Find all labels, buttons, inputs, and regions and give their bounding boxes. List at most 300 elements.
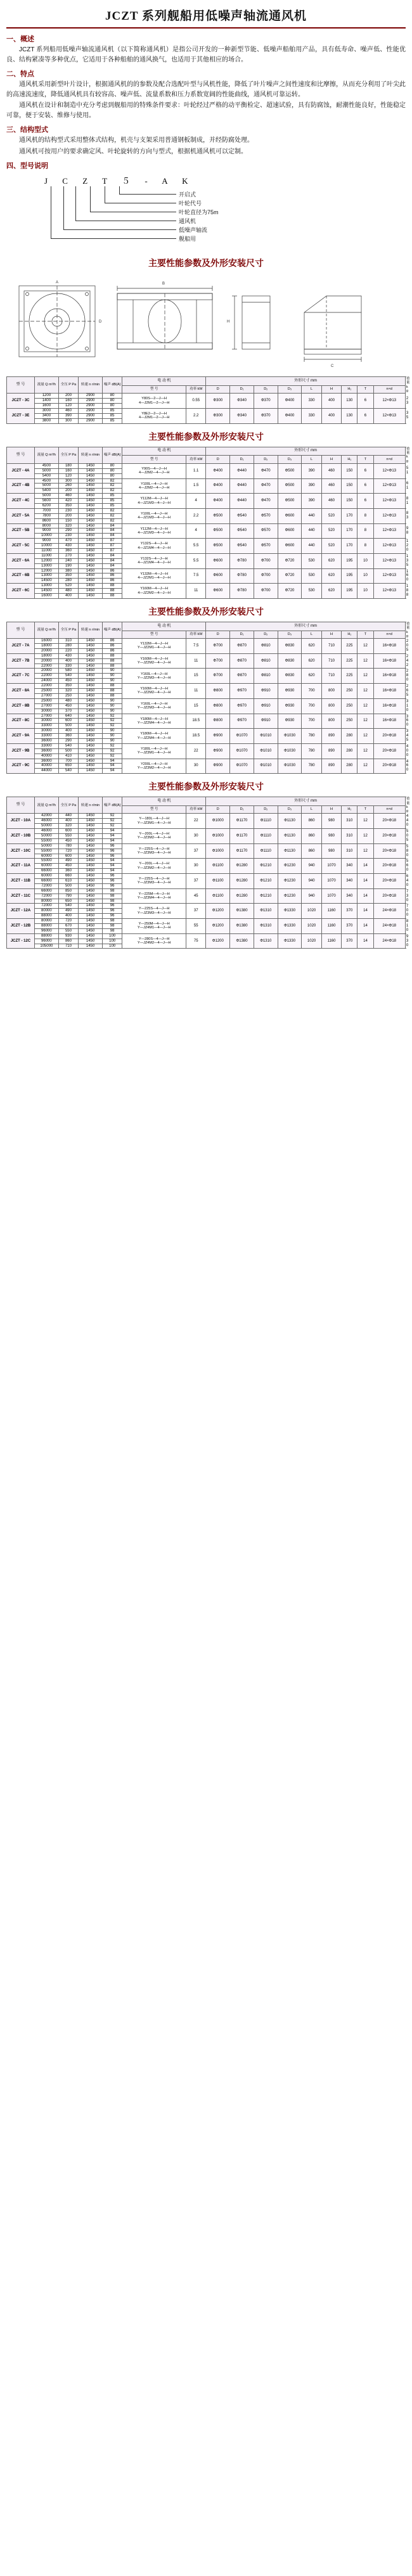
cell-dim-8: 24×Φ18 — [373, 919, 405, 934]
cell-model: JCZT - 12B — [7, 919, 35, 934]
page-title: JCZT 系列舰船用低噪声轴流通风机 — [105, 10, 307, 23]
cell-noise: 90 — [102, 708, 122, 714]
cell-speed: 1450 — [79, 568, 103, 574]
cell-press: 290 — [58, 529, 78, 534]
cell-speed: 1450 — [79, 933, 103, 939]
cell-dim-0: Φ900 — [206, 743, 230, 759]
cell-flow: 25000 — [35, 689, 59, 694]
cell-press: 930 — [58, 933, 78, 939]
cell-dim-6: 195 — [342, 553, 357, 568]
cell-model: JCZT - 6B — [7, 568, 35, 584]
cell-dim-7: 12 — [357, 714, 373, 729]
cell-press: 540 — [58, 904, 78, 909]
table-row — [7, 584, 406, 589]
spec-section-title-4: 主要性能参数及外形安装尺寸 — [148, 783, 264, 793]
cell-flow: 9000 — [35, 539, 59, 544]
cell-dim-4: 1020 — [302, 919, 321, 934]
cell-dim-7: 12 — [357, 639, 373, 654]
cell-flow: 46000 — [35, 819, 59, 824]
cell-motor-power: 11 — [186, 684, 205, 699]
cell-press: 480 — [58, 589, 78, 594]
cell-flow: 42000 — [35, 814, 59, 819]
cell-dim-7: 6 — [357, 478, 373, 494]
cell-noise: 94 — [102, 869, 122, 874]
cell-press: 500 — [58, 724, 78, 729]
cell-motor-model: Y160M—4—J—H 4—JZ2M2—4—J—H — [122, 584, 186, 599]
cell-noise: 90 — [102, 734, 122, 739]
cell-noise: 96 — [102, 849, 122, 854]
cell-motor-model: Y132M—4—J—H 4—JZ2M1—4—J—H — [122, 568, 186, 584]
cell-noise: 96 — [102, 883, 122, 888]
legend-label-2: 叶轮直径为75m — [179, 209, 219, 215]
cell-model: JCZT - 4A — [7, 463, 35, 478]
cell-noise: 85 — [102, 413, 122, 418]
th-dim-h: H — [321, 805, 341, 814]
cell-motor-model: Y100L—4—J—H 4—J2M2—4—J—H — [122, 478, 186, 494]
cell-flow: 33000 — [35, 743, 59, 748]
cell-press: 460 — [58, 494, 78, 499]
cell-press: 600 — [58, 854, 78, 859]
cell-dim-5: 980 — [321, 843, 341, 859]
cell-noise: 96 — [102, 843, 122, 849]
th-dims-group: 外形尺寸 mm — [206, 797, 405, 806]
cell-dim-2: Φ370 — [254, 408, 278, 423]
cell-noise: 80 — [102, 394, 122, 399]
cell-dim-6: 340 — [342, 859, 357, 874]
cell-dim-3: Φ500 — [278, 463, 302, 478]
cell-dim-2: Φ1010 — [254, 743, 278, 759]
cell-press: 400 — [58, 594, 78, 599]
cell-dim-1: Φ1070 — [230, 743, 254, 759]
cell-dim-2: Φ1010 — [254, 759, 278, 774]
cell-press: 120 — [58, 404, 78, 409]
th-dim-l: L — [302, 456, 321, 464]
th-press: 全压 P Pa — [58, 622, 78, 638]
cell-flow: 88000 — [35, 933, 59, 939]
cell-speed: 1450 — [79, 584, 103, 589]
th-dim-d: D — [206, 805, 230, 814]
cell-dim-7: 14 — [357, 859, 373, 874]
cell-dim-3: Φ500 — [278, 494, 302, 509]
cell-dim-2: Φ810 — [254, 653, 278, 669]
cell-speed: 1450 — [79, 494, 103, 499]
th-dim-l: L — [302, 805, 321, 814]
cell-motor-model: Y—180L—4—J—H Y—JZ3M1—4—J—H — [122, 814, 186, 829]
cell-press: 280 — [58, 579, 78, 584]
th-press: 全压 P Pa — [58, 447, 78, 463]
cell-dim-7: 6 — [357, 494, 373, 509]
th-flow: 流量 Q m³/h — [35, 622, 59, 638]
section-heading-overview: 一、概述 — [6, 35, 34, 43]
cell-dim-8: 24×Φ18 — [373, 933, 405, 949]
cell-press: 450 — [58, 679, 78, 684]
th-noise: 噪声 dB(A) — [102, 797, 122, 814]
cell-motor-power: 2.2 — [186, 508, 205, 523]
cell-dim-4: 860 — [302, 829, 321, 844]
cell-flow: 60000 — [35, 864, 59, 869]
cell-press: 720 — [58, 849, 78, 854]
th-dim-h1: H₁ — [342, 456, 357, 464]
cell-dim-5: 890 — [321, 729, 341, 744]
cell-dim-5: 520 — [321, 523, 341, 539]
document-page — [0, 0, 412, 968]
cell-model: JCZT - 9B — [7, 743, 35, 759]
cell-dim-3: Φ600 — [278, 539, 302, 554]
cell-flow: 40000 — [35, 764, 59, 769]
cell-dim-6: 370 — [342, 919, 357, 934]
cell-press: 400 — [58, 729, 78, 734]
th-motor-power: 功率 kW — [186, 805, 205, 814]
cell-dim-6: 280 — [342, 759, 357, 774]
cell-dim-4: 330 — [302, 408, 321, 423]
spec-table-4-body — [7, 814, 409, 949]
cell-flow: 16000 — [35, 639, 59, 644]
cell-dim-2: Φ1310 — [254, 904, 278, 919]
cell-flow: 27000 — [35, 693, 59, 698]
cell-press: 120 — [58, 473, 78, 478]
cell-dim-2: Φ810 — [254, 639, 278, 654]
cell-flow: 40000 — [35, 753, 59, 759]
cell-speed: 1450 — [79, 708, 103, 714]
cell-dim-6: 280 — [342, 729, 357, 744]
cell-dim-6: 170 — [342, 508, 357, 523]
cell-dim-1: Φ1280 — [230, 888, 254, 904]
cell-noise: 100 — [102, 944, 122, 949]
th-noise: 噪声 dB(A) — [102, 447, 122, 463]
cell-model: JCZT - 7B — [7, 653, 35, 669]
cell-noise: 94 — [102, 864, 122, 869]
cell-flow: 55000 — [35, 859, 59, 864]
table-row — [7, 408, 406, 413]
cell-model: JCZT - 7C — [7, 669, 35, 684]
cell-motor-power: 45 — [186, 888, 205, 904]
cell-dim-2: Φ1310 — [254, 919, 278, 934]
cell-dim-8: 20×Φ18 — [373, 814, 405, 829]
cell-dim-8: 20×Φ18 — [373, 859, 405, 874]
cell-motor-model: Y132M—4—J—H Y—JZ2M1—4—J—H — [122, 639, 186, 654]
cell-press: 190 — [58, 563, 78, 568]
cell-noise: 88 — [102, 684, 122, 689]
cell-dim-3: Φ600 — [278, 523, 302, 539]
th-model: 型 号 — [7, 797, 35, 814]
cell-dim-0: Φ900 — [206, 759, 230, 774]
cell-dim-8: 20×Φ18 — [373, 843, 405, 859]
cell-flow: 5600 — [35, 499, 59, 504]
cell-speed: 1450 — [79, 499, 103, 504]
cell-speed: 1450 — [79, 478, 103, 484]
cell-speed: 1450 — [79, 904, 103, 909]
cell-flow: 20000 — [35, 669, 59, 674]
cell-press: 490 — [58, 859, 78, 864]
cell-dim-4: 620 — [302, 639, 321, 654]
cell-dim-8: 16×Φ18 — [373, 714, 405, 729]
cell-noise: 85 — [102, 499, 122, 504]
cell-flow: 7800 — [35, 513, 59, 518]
cell-speed: 1450 — [79, 843, 103, 849]
cell-dim-6: 250 — [342, 698, 357, 714]
cell-speed: 2900 — [79, 399, 103, 404]
cell-dim-7: 12 — [357, 759, 373, 774]
cell-dim-8: 16×Φ18 — [373, 653, 405, 669]
cell-dim-5: 620 — [321, 553, 341, 568]
cell-dim-4: 700 — [302, 714, 321, 729]
cell-flow: 3800 — [35, 418, 59, 423]
cell-noise: 84 — [102, 529, 122, 534]
cell-dim-7: 12 — [357, 829, 373, 844]
cell-dim-8: 16×Φ18 — [373, 684, 405, 699]
cell-press: 450 — [58, 864, 78, 869]
cell-flow: 27000 — [35, 703, 59, 708]
th-speed: 转速 n r/min — [79, 622, 103, 638]
cell-dim-7: 14 — [357, 904, 373, 919]
cell-flow: 16000 — [35, 594, 59, 599]
th-motor-group: 电 动 机 — [122, 797, 206, 806]
cell-flow: 14500 — [35, 589, 59, 594]
cell-noise: 80 — [102, 463, 122, 468]
cell-speed: 1450 — [79, 769, 103, 774]
cell-flow: 66000 — [35, 869, 59, 874]
cell-motor-power: 5.5 — [186, 553, 205, 568]
cell-model: JCZT - 12A — [7, 904, 35, 919]
cell-dim-3: Φ1130 — [278, 829, 302, 844]
cell-speed: 1450 — [79, 724, 103, 729]
cell-model: JCZT - 5C — [7, 539, 35, 554]
cell-noise: 98 — [102, 894, 122, 899]
cell-dim-6: 370 — [342, 904, 357, 919]
cell-noise: 80 — [102, 404, 122, 409]
cell-noise: 85 — [102, 418, 122, 423]
th-dim-h1: H₁ — [342, 385, 357, 394]
svg-text:B: B — [162, 282, 165, 286]
cell-flow: 25000 — [35, 698, 59, 703]
table-row — [7, 508, 406, 513]
cell-dim-4: 530 — [302, 553, 321, 568]
cell-motor-model: Y180M—4—J—H Y—JZ2M4—4—J—H — [122, 714, 186, 729]
cell-press: 330 — [58, 663, 78, 669]
cell-model: JCZT - 8C — [7, 714, 35, 729]
cell-dim-0: Φ600 — [206, 568, 230, 584]
cell-dim-3: Φ830 — [278, 669, 302, 684]
cell-dim-6: 225 — [342, 653, 357, 669]
cell-speed: 2900 — [79, 413, 103, 418]
th-dim-d3: D₃ — [278, 456, 302, 464]
cell-dim-2: Φ910 — [254, 698, 278, 714]
cell-dim-1: Φ870 — [230, 669, 254, 684]
table-row — [7, 553, 406, 558]
cell-motor-model: Y—225S—4—J—H Y—JZ3M3—4—J—H — [122, 874, 186, 889]
cell-motor-power: 75 — [186, 933, 205, 949]
cell-speed: 1450 — [79, 594, 103, 599]
cell-noise: 84 — [102, 563, 122, 568]
cell-noise: 96 — [102, 879, 122, 884]
cell-model: JCZT - 10B — [7, 829, 35, 844]
th-dim-d1: D₁ — [230, 456, 254, 464]
cell-speed: 1450 — [79, 854, 103, 859]
cell-press: 460 — [58, 408, 78, 413]
cell-flow: 9000 — [35, 529, 59, 534]
cell-flow: 46000 — [35, 829, 59, 834]
cell-flow: 4500 — [35, 478, 59, 484]
cell-speed: 1450 — [79, 669, 103, 674]
cell-noise: 88 — [102, 653, 122, 658]
cell-motor-model: Y200L—4—J—H Y—JZ3M2—4—J—H — [122, 759, 186, 774]
cell-motor-power: 4 — [186, 523, 205, 539]
cell-dim-6: 370 — [342, 933, 357, 949]
cell-model: JCZT - 5B — [7, 523, 35, 539]
cell-speed: 1450 — [79, 468, 103, 473]
cell-dim-0: Φ1200 — [206, 933, 230, 949]
structure-paragraph-1: 通风机的结构型式采用整体式结构，机壳与支架采用普通钢板制成，并经防腐处理。 — [19, 137, 254, 144]
cell-press: 380 — [58, 568, 78, 574]
th-dim-t: T — [357, 385, 373, 394]
cell-press: 670 — [58, 924, 78, 929]
cell-noise: 87 — [102, 544, 122, 549]
cell-motor-model: Y—225S—4—J—H Y—JZ3M3—4—J—H — [122, 843, 186, 859]
cell-dim-2: Φ1110 — [254, 814, 278, 829]
cell-dim-7: 6 — [357, 394, 373, 409]
cell-dim-7: 12 — [357, 653, 373, 669]
table-row — [7, 669, 406, 674]
cell-dim-7: 6 — [357, 408, 373, 423]
cell-motor-model: Y160M—4—J—H Y—JZ2M2—4—J—H — [122, 653, 186, 669]
cell-dim-3: Φ930 — [278, 698, 302, 714]
cell-dim-2: Φ1010 — [254, 729, 278, 744]
cell-motor-model: Y160L—4—J—H Y—JZ2M3—4—J—H — [122, 669, 186, 684]
cell-noise: 90 — [102, 738, 122, 743]
cell-dim-5: 400 — [321, 394, 341, 409]
cell-dim-7: 10 — [357, 584, 373, 599]
cell-dim-0: Φ1100 — [206, 888, 230, 904]
th-model: 型 号 — [7, 622, 35, 638]
cell-motor-model: Y8E2—2—J—H 4—J2M1—2—J—H — [122, 408, 186, 423]
cell-press: 350 — [58, 684, 78, 689]
cell-dim-6: 150 — [342, 478, 357, 494]
cell-dim-7: 12 — [357, 684, 373, 699]
cell-dim-1: Φ1380 — [230, 933, 254, 949]
table-row — [7, 874, 406, 879]
cell-press: 160 — [58, 468, 78, 473]
th-dim-d2: D₂ — [254, 631, 278, 639]
cell-motor-power: 0.55 — [186, 394, 205, 409]
th-speed: 转速 n r/min — [79, 447, 103, 463]
cell-flow: 5400 — [35, 489, 59, 494]
cell-dim-5: 620 — [321, 584, 341, 599]
cell-flow: 55000 — [35, 849, 59, 854]
cell-dim-6: 195 — [342, 584, 357, 599]
th-model: 型 号 — [7, 447, 35, 463]
th-dim-d1: D₁ — [230, 805, 254, 814]
table-row — [7, 568, 406, 574]
cell-noise: 94 — [102, 764, 122, 769]
cell-flow: 33000 — [35, 734, 59, 739]
cell-dim-7: 10 — [357, 568, 373, 584]
cell-model: JCZT - 12C — [7, 933, 35, 949]
section-heading-model-code: 四、型号说明 — [6, 162, 48, 170]
cell-flow: 1200 — [35, 394, 59, 399]
legend-label-3: 通风机 — [179, 218, 196, 224]
cell-motor-model: Y—200L—4—J—H Y—JZ3M2—4—J—H — [122, 859, 186, 874]
cell-press: 320 — [58, 523, 78, 529]
cell-press: 240 — [58, 558, 78, 563]
cell-press: 260 — [58, 484, 78, 489]
cell-dim-4: 440 — [302, 523, 321, 539]
cell-dim-3: Φ1330 — [278, 919, 302, 934]
cell-speed: 1450 — [79, 503, 103, 508]
cell-dim-8: 12×Φ13 — [373, 463, 405, 478]
cell-motor-power: 18.5 — [186, 714, 205, 729]
cell-noise: 80 — [102, 468, 122, 473]
cell-motor-model: Y160M—4—J—H Y—JZ2M2—4—J—H — [122, 684, 186, 699]
cell-dim-1: Φ970 — [230, 684, 254, 699]
cell-flow: 27000 — [35, 714, 59, 719]
cell-dim-8: 20×Φ18 — [373, 729, 405, 744]
cell-noise: 84 — [102, 558, 122, 563]
th-motor-group: 电 动 机 — [122, 447, 206, 456]
cell-dim-0: Φ800 — [206, 684, 230, 699]
cell-dim-4: 940 — [302, 874, 321, 889]
cell-dim-7: 12 — [357, 843, 373, 859]
cell-dim-3: Φ1030 — [278, 743, 302, 759]
cell-dim-0: Φ800 — [206, 714, 230, 729]
cell-speed: 1450 — [79, 563, 103, 568]
cell-press: 650 — [58, 764, 78, 769]
cell-press: 200 — [58, 489, 78, 494]
cell-dim-8: 24×Φ18 — [373, 904, 405, 919]
cell-dim-8: 20×Φ18 — [373, 888, 405, 904]
legend-label-1: 叶轮代号 — [179, 200, 202, 207]
outline-drawing — [6, 274, 406, 369]
cell-flow: 36000 — [35, 759, 59, 764]
cell-flow: 66000 — [35, 879, 59, 884]
table-row — [7, 494, 406, 499]
cell-noise: 80 — [102, 473, 122, 478]
cell-speed: 1450 — [79, 849, 103, 854]
features-paragraph-1: 通风机采用新型叶片设计，根据通风机的的参数及配合选配叶型与风机性能，降低了叶片噪声之间性速度和比摩擦，从而充分利用了叶尖此的高速流速度，降低通风机具有较容高、噪声低、流量系数和压力系数宽阔的性能曲线，通风机可靠运转。 — [6, 81, 406, 98]
cell-speed: 1450 — [79, 473, 103, 478]
cell-press: 430 — [58, 544, 78, 549]
cell-motor-model: Y160L—4—J—H Y—JZ2M3—4—J—H — [122, 698, 186, 714]
cell-flow: 1400 — [35, 399, 59, 404]
cell-dim-6: 130 — [342, 394, 357, 409]
th-motor-group: 电 动 机 — [122, 622, 206, 631]
cell-dim-2: Φ1110 — [254, 829, 278, 844]
cell-speed: 1450 — [79, 698, 103, 703]
th-noise: 噪声 dB(A) — [102, 377, 122, 394]
th-motor-model: 型 号 — [122, 385, 186, 394]
cell-press: 650 — [58, 899, 78, 904]
cell-speed: 1450 — [79, 819, 103, 824]
cell-motor-power: 30 — [186, 829, 205, 844]
cell-dim-2: Φ810 — [254, 669, 278, 684]
cell-dim-2: Φ1210 — [254, 874, 278, 889]
cell-motor-model: Y—280S—4—J—H Y—JZ4M2—4—J—H — [122, 933, 186, 949]
cell-flow: 96000 — [35, 939, 59, 944]
th-press: 全压 P Pa — [58, 797, 78, 814]
cell-dim-8: 12×Φ13 — [373, 553, 405, 568]
cell-press: 350 — [58, 503, 78, 508]
cell-press: 540 — [58, 769, 78, 774]
cell-press: 500 — [58, 748, 78, 753]
spec-section-title-1: 主要性能参数及外形安装尺寸 — [148, 259, 264, 269]
cell-dim-0: Φ1000 — [206, 814, 230, 829]
cell-speed: 1450 — [79, 714, 103, 719]
cell-model: JCZT - 10C — [7, 843, 35, 859]
cell-press: 790 — [58, 894, 78, 899]
cell-noise: 92 — [102, 814, 122, 819]
cell-model: JCZT - 7A — [7, 639, 35, 654]
cell-dim-7: 12 — [357, 729, 373, 744]
th-dim-d3: D₃ — [278, 631, 302, 639]
